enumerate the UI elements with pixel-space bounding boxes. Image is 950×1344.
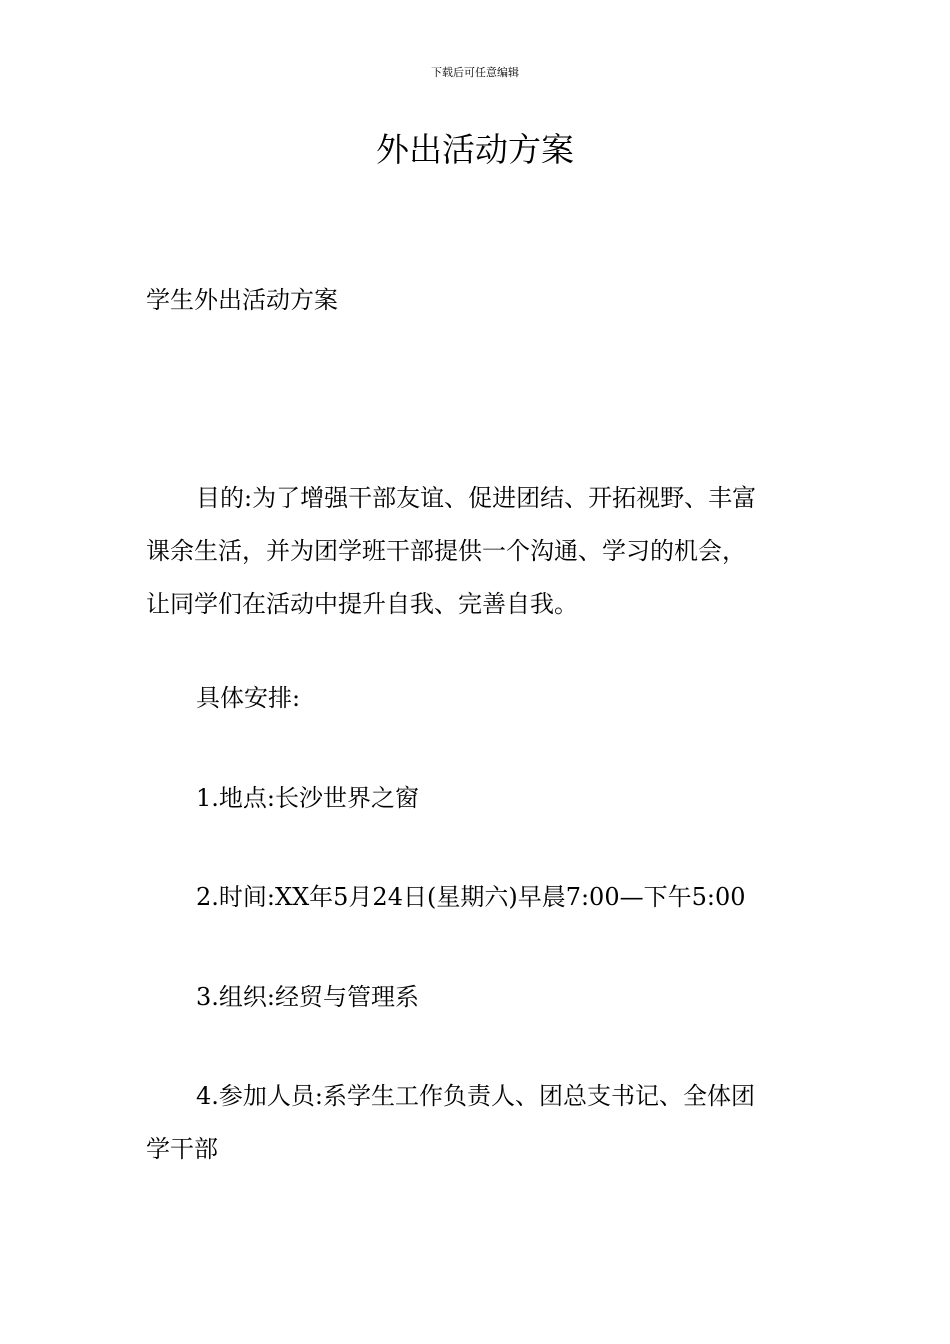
item-location: 1.地点:长沙世界之窗 — [196, 784, 419, 812]
item-organizer: 3.组织:经贸与管理系 — [196, 983, 419, 1011]
purpose-line-3: 让同学们在活动中提升自我、完善自我。 — [146, 590, 578, 618]
header-note: 下载后可任意编辑 — [431, 66, 519, 79]
list-item — [146, 971, 806, 1024]
purpose-paragraph — [146, 472, 806, 631]
purpose-line-1: 目的:为了增强干部友谊、促进团结、开拓视野、丰富 — [196, 484, 757, 512]
item-time: 2.时间:XX年5月24日(星期六)早晨7:00—下午5:00 — [196, 883, 746, 911]
purpose-line-2: 课余生活，并为团学班干部提供一个沟通、学习的机会， — [146, 537, 746, 565]
item-participants-line-2: 学干部 — [146, 1135, 218, 1163]
document-subtitle: 学生外出活动方案 — [146, 286, 338, 314]
list-item — [146, 871, 806, 924]
document-title: 外出活动方案 — [376, 130, 574, 169]
arrangement-heading-text: 具体安排: — [196, 684, 301, 712]
item-participants-line-1: 4.参加人员:系学生工作负责人、团总支书记、全体团 — [196, 1082, 755, 1110]
list-item — [146, 1070, 806, 1176]
arrangement-heading — [146, 672, 806, 725]
list-item — [146, 772, 806, 825]
